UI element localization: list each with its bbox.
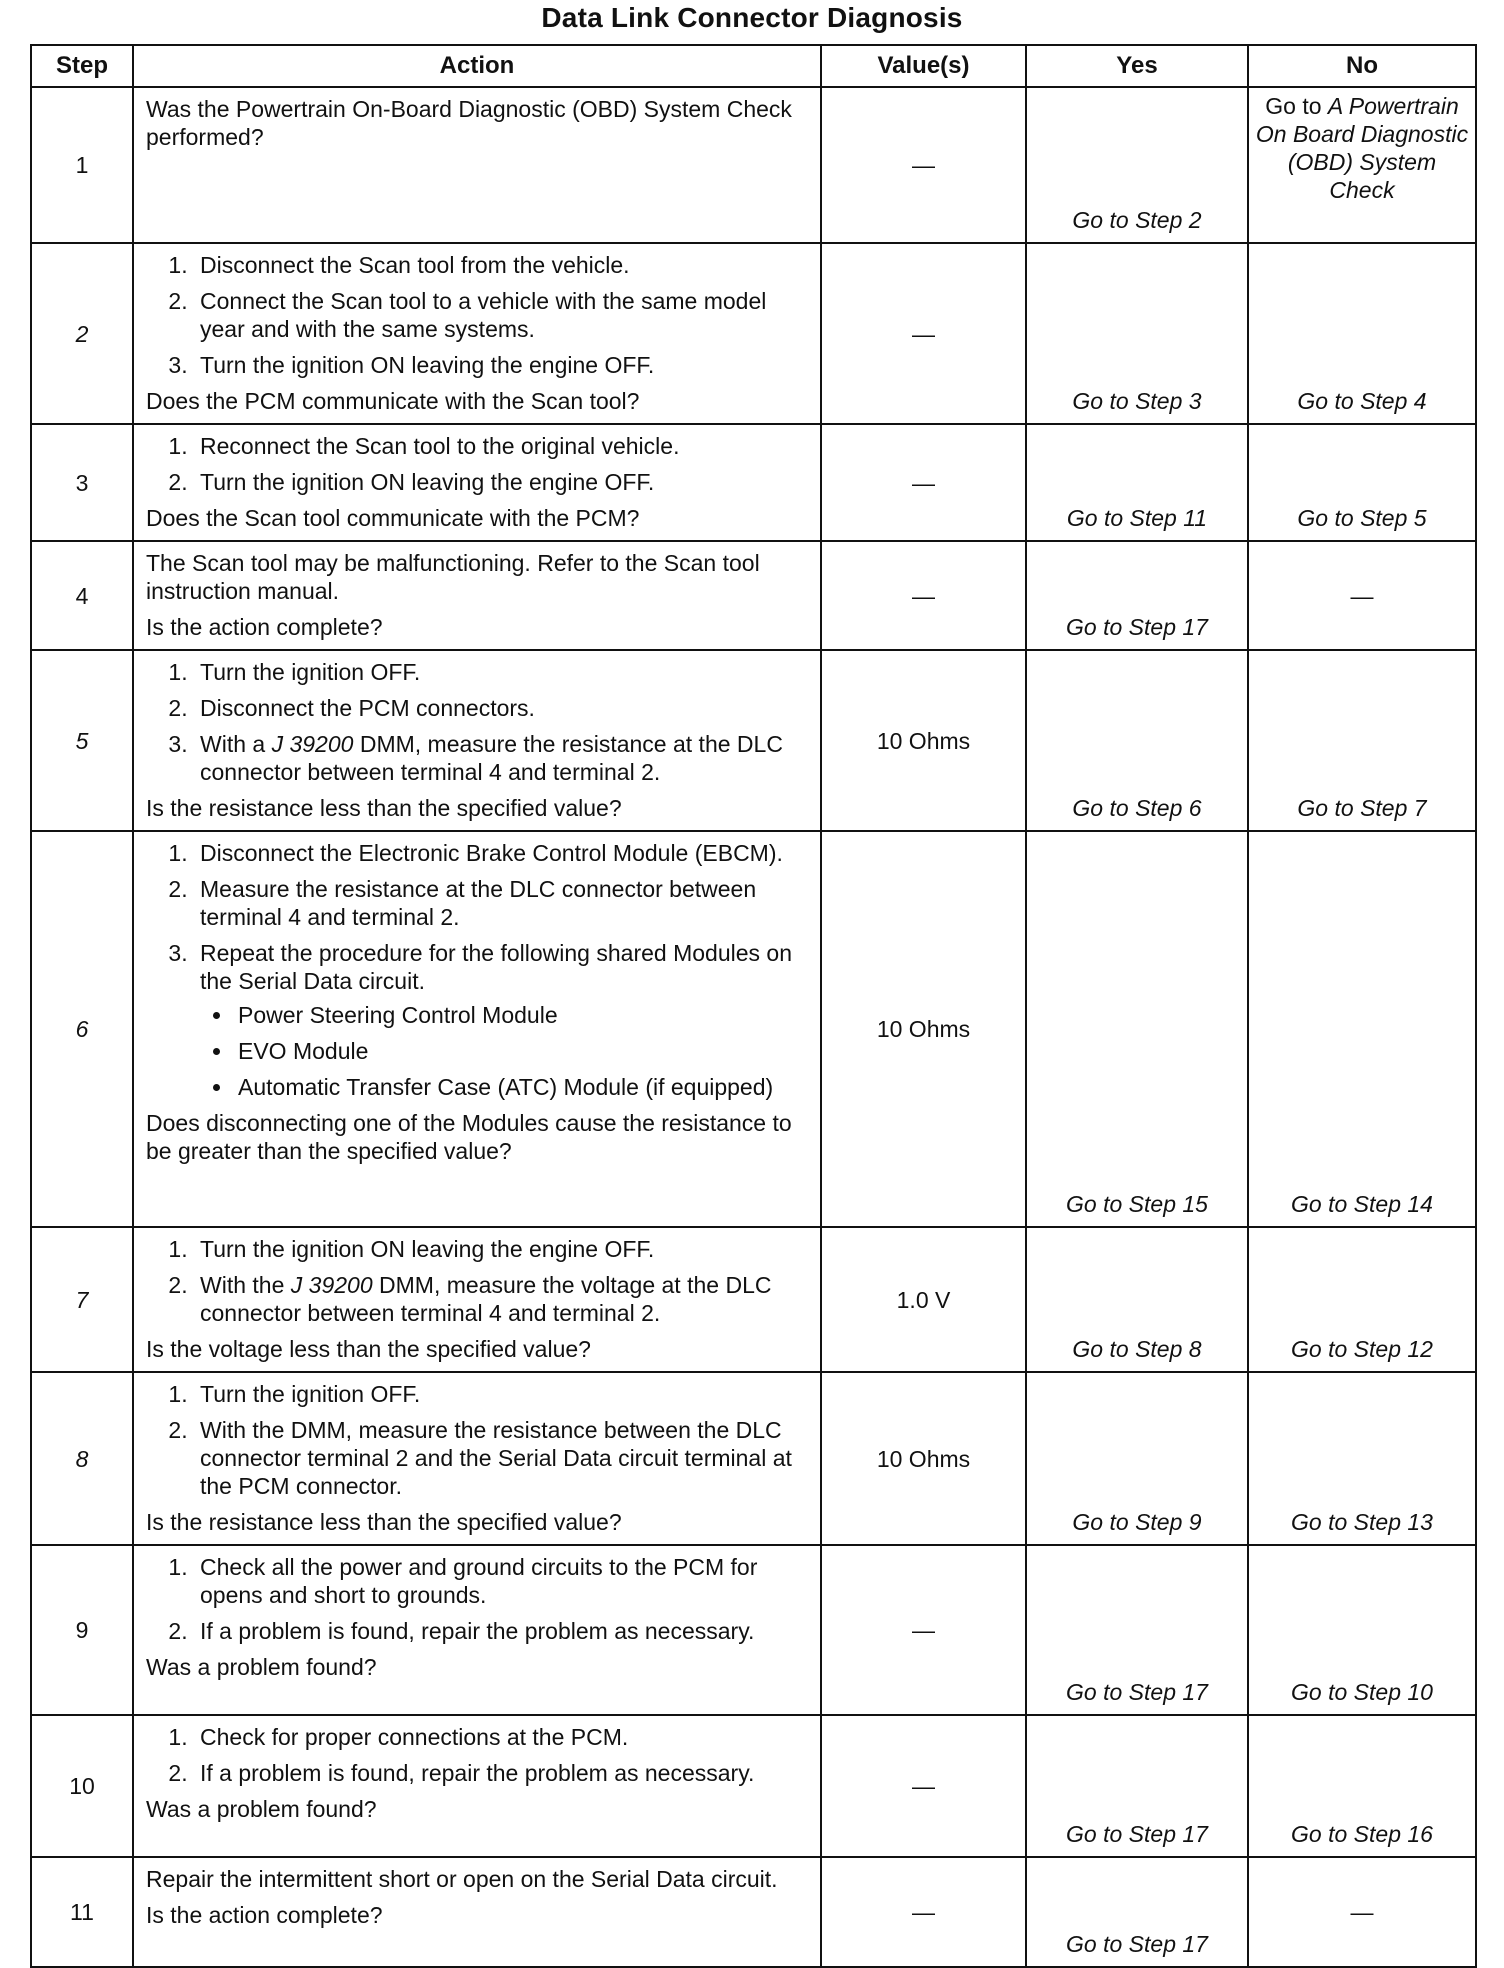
action-steps <box>146 251 808 379</box>
table-row <box>31 831 1476 1227</box>
step-number: 6 <box>31 831 133 1227</box>
action-question: Was a problem found? <box>146 1796 377 1822</box>
value-cell: — <box>821 1545 1026 1715</box>
action-step: 3. With a J 39200 DMM, measure the resistance at the DLC connector between terminal 4 and terminal 2. <box>194 730 808 786</box>
module-item: • Automatic Transfer Case (ATC) Module (if equipped) <box>234 1073 808 1101</box>
step-number: 11 <box>31 1857 133 1967</box>
no-prefix: Go to <box>1265 93 1328 119</box>
step-number: 3 <box>31 424 133 541</box>
header-no: No <box>1248 45 1476 87</box>
step-number: 1 <box>31 87 133 243</box>
action-question: Is the action complete? <box>146 614 383 640</box>
action-steps <box>146 432 808 496</box>
action-step: 1. Turn the ignition ON leaving the engine OFF. <box>194 1235 808 1263</box>
no-cell: — <box>1248 541 1476 650</box>
tool-reference: J 39200 <box>271 731 354 757</box>
action-text: The Scan tool may be malfunctioning. Refer to the Scan tool instruction manual. <box>146 550 760 604</box>
action-question: Was a problem found? <box>146 1654 377 1680</box>
value-cell: 10 Ohms <box>821 1372 1026 1545</box>
action-text: Was the Powertrain On-Board Diagnostic (OBD) System Check performed? <box>146 96 792 150</box>
table-row <box>31 1545 1476 1715</box>
action-step: 2. With the J 39200 DMM, measure the voltage at the DLC connector between terminal 4 and terminal 2. <box>194 1271 808 1327</box>
yes-cell: Go to Step 11 <box>1026 424 1248 541</box>
action-step: 1. Check for proper connections at the PCM. <box>194 1723 808 1751</box>
yes-cell: Go to Step 17 <box>1026 1857 1248 1967</box>
step-number: 7 <box>31 1227 133 1372</box>
module-item: • EVO Module <box>234 1037 808 1065</box>
action-step: 2. Turn the ignition ON leaving the engine OFF. <box>194 468 808 496</box>
action-step: 2. Connect the Scan tool to a vehicle with the same model year and with the same systems. <box>194 287 808 343</box>
action-question: Is the voltage less than the specified value? <box>146 1336 591 1362</box>
module-list <box>200 1001 808 1101</box>
action-cell <box>133 424 821 541</box>
no-cell: Go to Step 12 <box>1248 1227 1476 1372</box>
table-row <box>31 424 1476 541</box>
yes-cell: Go to Step 2 <box>1026 87 1248 243</box>
value-cell: — <box>821 87 1026 243</box>
step-number: 4 <box>31 541 133 650</box>
value-cell: — <box>821 243 1026 424</box>
yes-cell: Go to Step 15 <box>1026 831 1248 1227</box>
step-number: 5 <box>31 650 133 831</box>
no-reference: A Powertrain On Board Diagnostic (OBD) System Check <box>1255 93 1469 203</box>
action-step: 1. Disconnect the Electronic Brake Control Module (EBCM). <box>194 839 808 867</box>
action-question: Does disconnecting one of the Modules cause the resistance to be greater than the specified value? <box>146 1110 792 1164</box>
no-cell: — <box>1248 1857 1476 1967</box>
action-step: 3. Repeat the procedure for the following shared Modules on the Serial Data circuit. • Power Steering Control Module • EVO Module • Automatic Transfer Case (ATC) Module (if equipped) <box>194 939 808 1101</box>
action-step: 2. Disconnect the PCM connectors. <box>194 694 808 722</box>
action-step: 2. If a problem is found, repair the problem as necessary. <box>194 1759 808 1787</box>
value-cell: — <box>821 1857 1026 1967</box>
value-cell: 10 Ohms <box>821 831 1026 1227</box>
table-row <box>31 1227 1476 1372</box>
value-cell: 10 Ohms <box>821 650 1026 831</box>
action-step: 2. If a problem is found, repair the problem as necessary. <box>194 1617 808 1645</box>
no-cell: Go to Step 13 <box>1248 1372 1476 1545</box>
value-cell: — <box>821 541 1026 650</box>
table-row <box>31 87 1476 243</box>
yes-cell: Go to Step 9 <box>1026 1372 1248 1545</box>
step-number: 10 <box>31 1715 133 1857</box>
action-question: Is the resistance less than the specified value? <box>146 795 622 821</box>
action-steps <box>146 1723 808 1787</box>
action-step: 1. Turn the ignition OFF. <box>194 658 808 686</box>
action-cell <box>133 87 821 243</box>
action-question: Is the resistance less than the specified value? <box>146 1509 622 1535</box>
value-cell: — <box>821 424 1026 541</box>
step-number: 8 <box>31 1372 133 1545</box>
no-cell: Go to Step 16 <box>1248 1715 1476 1857</box>
no-cell: Go to Step 7 <box>1248 650 1476 831</box>
document-title: Data Link Connector Diagnosis <box>541 2 963 33</box>
header-step: Step <box>31 45 133 87</box>
action-step: 1. Turn the ignition OFF. <box>194 1380 808 1408</box>
no-cell: Go to Step 4 <box>1248 243 1476 424</box>
table-row <box>31 243 1476 424</box>
action-cell <box>133 1715 821 1857</box>
module-item: • Power Steering Control Module <box>234 1001 808 1029</box>
action-cell <box>133 650 821 831</box>
action-steps <box>146 1380 808 1500</box>
action-step: 1. Disconnect the Scan tool from the vehicle. <box>194 251 808 279</box>
header-values: Value(s) <box>821 45 1026 87</box>
action-cell <box>133 1227 821 1372</box>
action-step: 1. Reconnect the Scan tool to the original vehicle. <box>194 432 808 460</box>
action-question: Does the Scan tool communicate with the PCM? <box>146 505 640 531</box>
action-steps <box>146 1553 808 1645</box>
action-cell <box>133 831 821 1227</box>
yes-cell: Go to Step 17 <box>1026 541 1248 650</box>
action-cell <box>133 1545 821 1715</box>
no-cell: Go to Step 5 <box>1248 424 1476 541</box>
diagnosis-table <box>30 44 1477 1968</box>
no-cell: Go to Step 10 <box>1248 1545 1476 1715</box>
tool-reference: J 39200 <box>290 1272 373 1298</box>
action-text: Repair the intermittent short or open on the Serial Data circuit. <box>146 1866 778 1892</box>
yes-cell: Go to Step 17 <box>1026 1545 1248 1715</box>
yes-cell: Go to Step 3 <box>1026 243 1248 424</box>
action-question: Is the action complete? <box>146 1902 383 1928</box>
table-row <box>31 1715 1476 1857</box>
header-yes: Yes <box>1026 45 1248 87</box>
action-cell <box>133 243 821 424</box>
table-body <box>31 87 1476 1967</box>
action-step: 3. Turn the ignition ON leaving the engine OFF. <box>194 351 808 379</box>
action-cell <box>133 541 821 650</box>
yes-cell: Go to Step 6 <box>1026 650 1248 831</box>
yes-cell: Go to Step 17 <box>1026 1715 1248 1857</box>
action-steps <box>146 839 808 1101</box>
value-cell: — <box>821 1715 1026 1857</box>
table-header-row <box>31 45 1476 87</box>
action-steps <box>146 1235 808 1327</box>
table-row <box>31 650 1476 831</box>
table-row <box>31 1372 1476 1545</box>
action-step: 2. With the DMM, measure the resistance between the DLC connector terminal 2 and the Serial Data circuit terminal at the PCM connector. <box>194 1416 808 1500</box>
step-number: 2 <box>31 243 133 424</box>
action-step: 2. Measure the resistance at the DLC connector between terminal 4 and terminal 2. <box>194 875 808 931</box>
action-step: 1. Check all the power and ground circuits to the PCM for opens and short to grounds. <box>194 1553 808 1609</box>
no-cell: Go to Step 14 <box>1248 831 1476 1227</box>
yes-cell: Go to Step 8 <box>1026 1227 1248 1372</box>
table-row <box>31 1857 1476 1967</box>
action-steps <box>146 658 808 786</box>
no-cell <box>1248 87 1476 243</box>
header-action: Action <box>133 45 821 87</box>
action-question: Does the PCM communicate with the Scan tool? <box>146 388 640 414</box>
table-row <box>31 541 1476 650</box>
step-number: 9 <box>31 1545 133 1715</box>
action-cell <box>133 1372 821 1545</box>
action-cell <box>133 1857 821 1967</box>
value-cell: 1.0 V <box>821 1227 1026 1372</box>
